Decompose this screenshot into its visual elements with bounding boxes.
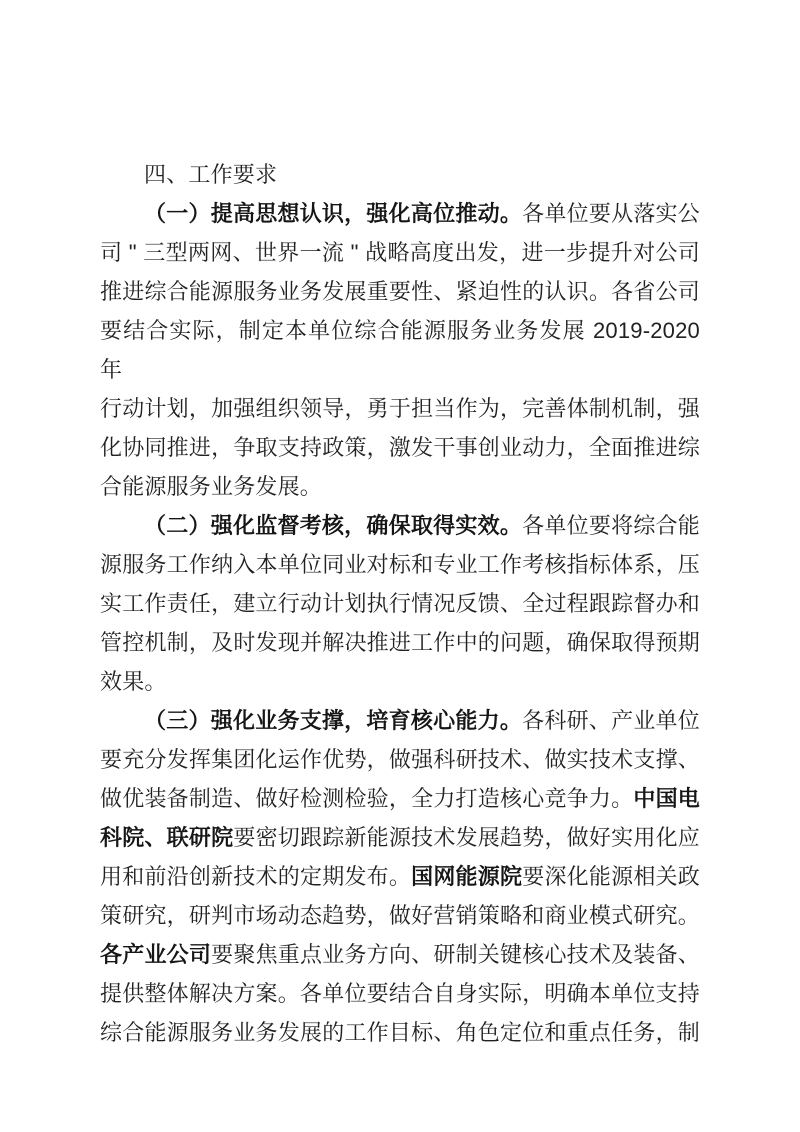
text-segment: 源服务工作纳入本单位同业对标和专业工作考核指标体系，压: [100, 552, 700, 577]
text-segment: 管控机制，及时发现并解决推进工作中的问题，确保取得预期: [100, 630, 700, 655]
text-segment: 提供整体解决方案。各单位要结合自身实际，明确本单位支持: [100, 981, 700, 1006]
text-segment: 四、工作要求: [144, 162, 278, 187]
text-segment: 各单位要从落实公: [522, 201, 700, 226]
text-line-para-1: [100, 194, 700, 233]
text-line-para-1: [100, 233, 700, 272]
text-line-para-3: [100, 818, 700, 857]
text-line-para-2: [100, 662, 700, 701]
text-segment: 要结合实际，制定本单位综合能源服务业务发展 2019-2020 年: [100, 318, 700, 382]
text-segment: 化协同推进，争取支持政策，激发干事创业动力，全面推进综: [100, 435, 700, 460]
bold-text-segment: 科院、联研院: [100, 825, 234, 850]
text-segment: 做优装备制造、做好检测检验，全力打造核心竞争力。: [100, 786, 634, 811]
text-line-para-3: [100, 1013, 700, 1052]
text-line-para-3: [100, 779, 700, 818]
text-line-para-2: [100, 584, 700, 623]
text-line-para-3: [100, 935, 700, 974]
text-line-para-2: [100, 506, 700, 545]
bold-text-segment: （三）强化业务支撑，培育核心能力。: [144, 708, 523, 733]
text-line-para-1: [100, 428, 700, 467]
text-line-para-1: [100, 389, 700, 428]
bold-text-segment: 国网能源院: [411, 864, 523, 889]
text-line-para-3: [100, 896, 700, 935]
text-segment: 要聚焦重点业务方向、研制关键核心技术及装备、: [211, 942, 700, 967]
bold-text-segment: （一）提高思想认识，强化高位推动。: [144, 201, 523, 226]
text-segment: 要深化能源相关政: [522, 864, 700, 889]
text-segment: 行动计划，加强组织领导，勇于担当作为，完善体制机制，强: [100, 396, 700, 421]
text-segment: 实工作责任，建立行动计划执行情况反馈、全过程跟踪督办和: [100, 591, 700, 616]
text-segment: 要充分发挥集团化运作优势，做强科研技术、做实技术支撑、: [100, 747, 700, 772]
text-segment: 推进综合能源服务业务发展重要性、紧迫性的认识。各省公司: [100, 279, 700, 304]
section-heading: [100, 155, 700, 194]
text-segment: 效果。: [100, 669, 167, 694]
text-line-para-1: [100, 467, 700, 506]
text-line-para-3: [100, 857, 700, 896]
text-segment: 综合能源服务业务发展的工作目标、角色定位和重点任务，制: [100, 1020, 700, 1045]
text-segment: 合能源服务业务发展。: [100, 474, 323, 499]
bold-text-segment: 中国电: [633, 786, 700, 811]
text-segment: 用和前沿创新技术的定期发布。: [100, 864, 412, 889]
bold-text-segment: 各产业公司: [100, 942, 212, 967]
text-segment: 司 " 三型两网、世界一流 " 战略高度出发，进一步提升对公司: [100, 240, 700, 265]
document-body: [100, 155, 700, 1052]
text-line-para-3: [100, 974, 700, 1013]
text-line-para-2: [100, 623, 700, 662]
text-segment: 要密切跟踪新能源技术发展趋势，做好实用化应: [233, 825, 701, 850]
text-segment: 各科研、产业单位: [522, 708, 700, 733]
text-segment: 策研究，研判市场动态趋势，做好营销策略和商业模式研究。: [100, 903, 700, 928]
text-line-para-1: [100, 272, 700, 311]
text-line-para-3: [100, 701, 700, 740]
text-line-para-3: [100, 740, 700, 779]
text-line-para-1: [100, 311, 700, 389]
bold-text-segment: （二）强化监督考核，确保取得实效。: [144, 513, 523, 538]
text-segment: 各单位要将综合能: [522, 513, 700, 538]
text-line-para-2: [100, 545, 700, 584]
